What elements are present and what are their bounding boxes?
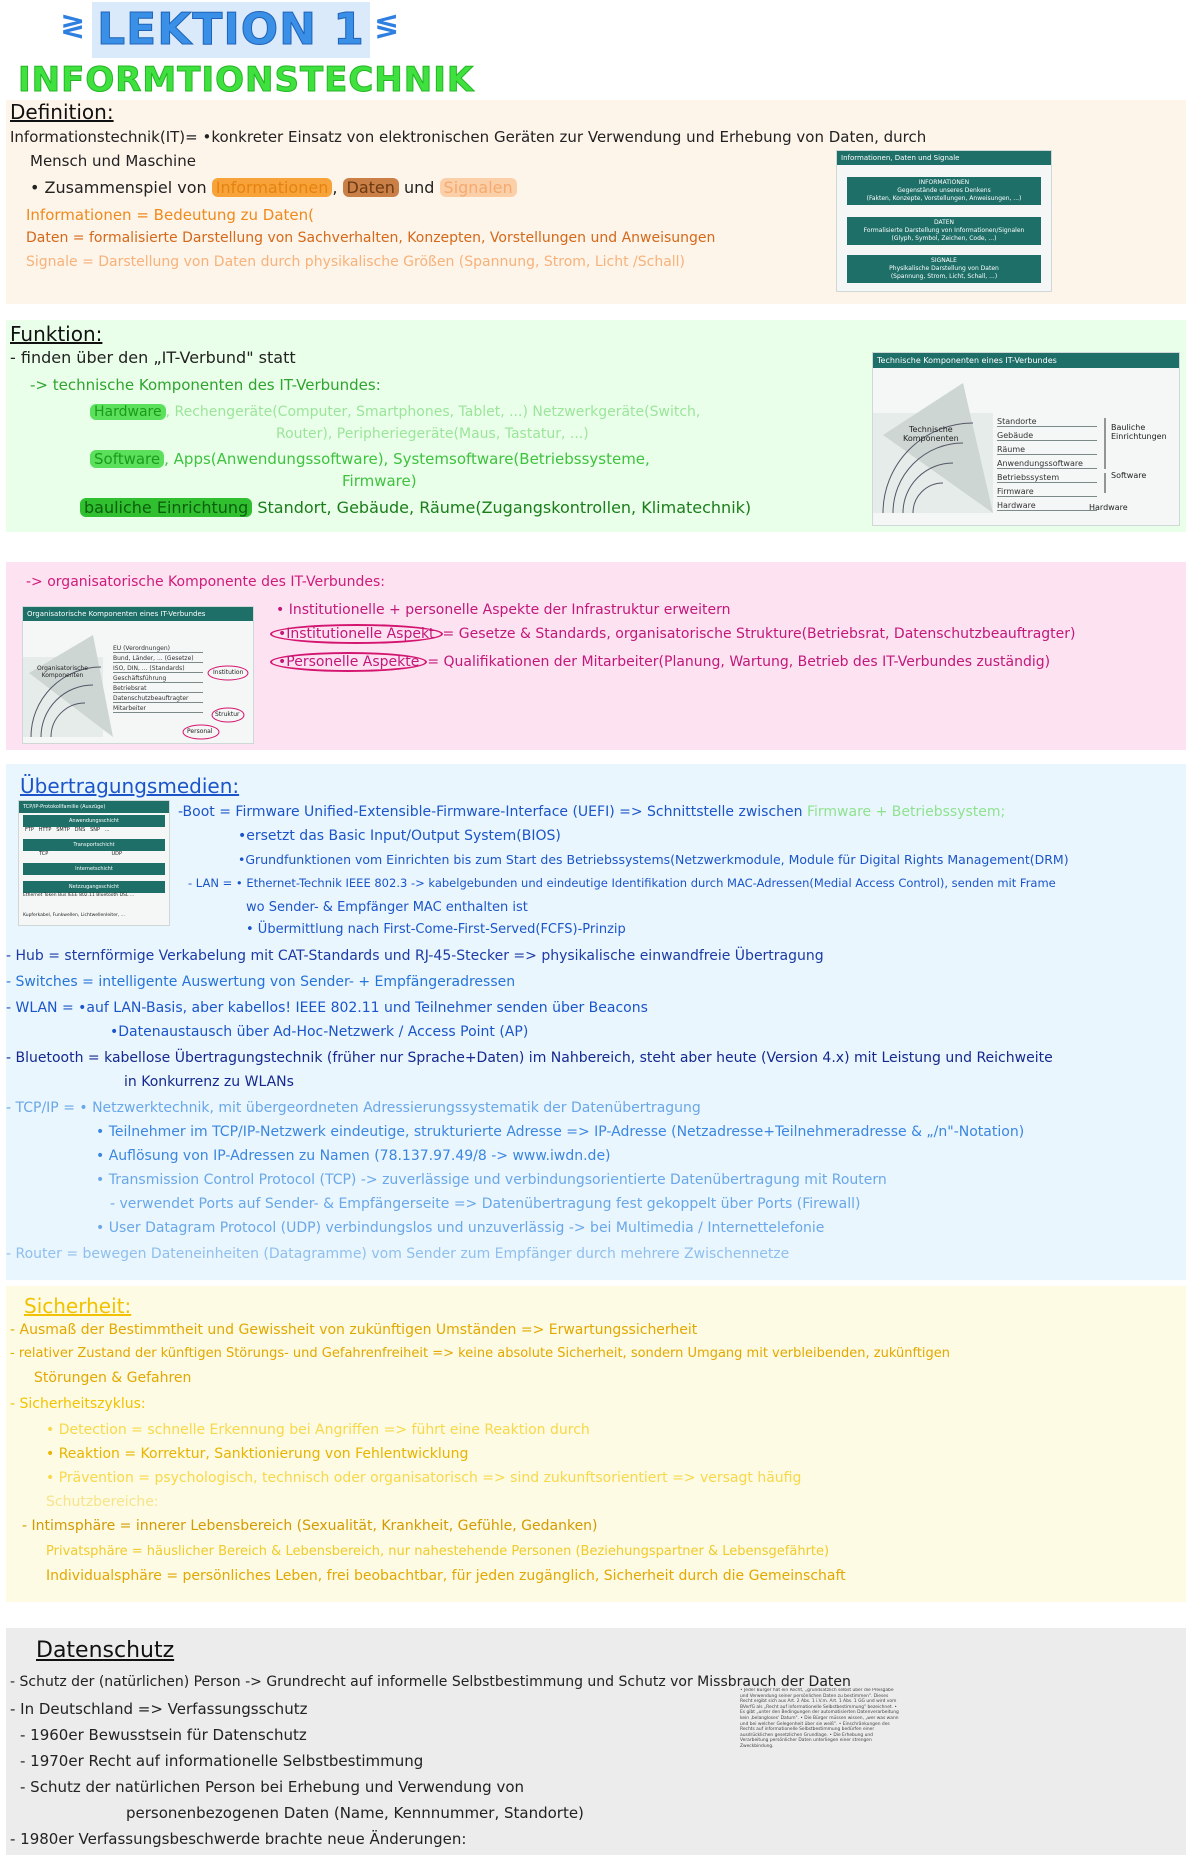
term-informationen: Informationen: [212, 178, 333, 197]
org-row-mitarbeiter: Mitarbeiter: [113, 705, 203, 713]
security-line-10: Privatsphäre = häuslicher Bereich & Lebensbereich, nur nahestehende Personen (Beziehungspartner & Lebensgefährte): [46, 1544, 830, 1559]
lesson-title: LEKTION 1: [97, 4, 365, 55]
boot-text-1b: Firmware + Betriebssystem;: [806, 804, 1006, 820]
function-heading: Funktion:: [10, 322, 103, 346]
hardware-text: , Rechengeräte(Computer, Smartphones, Tablet, ...) Netzwerkgeräte(Switch,: [165, 404, 701, 420]
tech-row-anwendungssoftware: Anwendungssoftware: [997, 459, 1097, 469]
lan-line-2: wo Sender- & Empfänger MAC enthalten ist: [246, 900, 528, 915]
figure-title: Informationen, Daten und Signale: [837, 151, 1051, 165]
tech-row-firmware: Firmware: [997, 487, 1097, 497]
org-row-eu: EU (Verordnungen): [113, 645, 203, 653]
org-row-geschaeftsfuehrung: Geschäftsführung: [113, 675, 203, 683]
tech-group-bauliche: Bauliche Einrichtungen: [1111, 423, 1167, 441]
hardware-label: Hardware: [90, 404, 166, 420]
tcpip-line-5: - verwendet Ports auf Sender- & Empfängerseite => Datenübertragung fest gekoppelt über Ports (Firewall): [110, 1196, 861, 1212]
tcpip-line-2: • Teilnehmer im TCP/IP-Netzwerk eindeutige, strukturierte Adresse => IP-Adresse (Netzadresse+Teilnehmeradresse & „/n"-Notation): [96, 1124, 1025, 1140]
lan-line-3: • Übermittlung nach First-Come-First-Served(FCFS)-Prinzip: [246, 922, 626, 937]
term-signale: Signalen: [440, 178, 517, 197]
org-row-betriebsrat: Betriebsrat: [113, 685, 203, 693]
tcpip-note: Kupferkabel, Funkwellen, Lichtwellenleiter, ...: [23, 913, 125, 918]
personelle-text: = Qualifikationen der Mitarbeiter(Planung, Wartung, Betrieb des IT-Verbundes zuständig): [427, 654, 1051, 670]
security-line-5: • Detection = schnelle Erkennung bei Angriffen => führt eine Reaktion durch: [46, 1422, 590, 1438]
software-text: , Apps(Anwendungssoftware), Systemsoftware(Betriebssysteme,: [164, 450, 650, 468]
bauliche-text: Standort, Gebäude, Räume(Zugangskontrollen, Klimatechnik): [257, 498, 752, 517]
cell-snp: SNP: [90, 827, 101, 833]
tcpip-line-3: • Auflösung von IP-Adressen zu Namen (78.137.97.49/8 -> www.iwdn.de): [96, 1148, 611, 1164]
org-row-bund: Bund, Länder, ... (Gesetze): [113, 655, 203, 663]
org-row-datenschutz: Datenschutzbeauftragter: [113, 695, 203, 703]
dataprotection-line-1: - Schutz der (natürlichen) Person -> Grundrecht auf informelle Selbstbestimmung und Schutz vor Missbrauch der Daten: [10, 1674, 851, 1690]
personelle-label: •Personelle Aspekte: [270, 652, 427, 672]
tcpip-line-1: - TCP/IP = • Netzwerktechnik, mit übergeordneten Adressierungssystematik der Datenübertragung: [6, 1100, 701, 1116]
dataprotection-line-2: - In Deutschland => Verfassungsschutz: [10, 1700, 308, 1718]
security-line-4: - Sicherheitszyklus:: [10, 1396, 146, 1412]
tcpip-figure-title: TCP/IP-Protokollfamilie (Auszüge): [19, 801, 169, 813]
definition-bullet: • Zusammenspiel von Informationen , Daten und Signalen: [30, 178, 517, 197]
bauliche-line: [80, 498, 751, 517]
dataprotection-line-4: - 1970er Recht auf informationelle Selbstbestimmung: [20, 1752, 424, 1770]
router-line: - Router = bewegen Dateneinheiten (Datagramme) vom Sender zum Empfänger durch mehrere Zwischennetze: [6, 1246, 790, 1262]
security-line-3: Störungen & Gefahren: [34, 1370, 192, 1386]
tcpip-line-6: • User Datagram Protocol (UDP) verbindungslos und unzuverlässig -> bei Multimedia / Internettelefonie: [96, 1220, 825, 1236]
software-label: Software: [90, 450, 164, 468]
tcpip-layer-app: Anwendungsschicht: [23, 815, 165, 827]
org-tag-institution: Institution: [213, 669, 244, 676]
dataprotection-note: • Jeder Bürger hat ein Recht, „grundsätzlich selbst über die Preisgabe und Verwendung seiner persönlichen Daten zu bestimmen". Dieses Recht ergibt sich aus Art. 2 Abs. 1 i.V.m. Art. 1 Abs. 1 GG und wird vom BVerfG als „Recht auf informationelle Selbstbestimmung" bezeichnet. • Es gibt „unter den Bedingungen der automatisierten Datenverarbeitung kein ‚belangloses' Datum". • Die Bürger müssen wissen, „wer was wann und bei welcher Gelegenheit über sie weiß". • Einschränkungen des Rechts auf informationelle Selbstbestimmung bedürfen einer ausdrücklichen gesetzlichen Grundlage. • Die Erhebung und Verarbeitung persönlicher Daten unterliegen einer strengen Zweckbindung.: [740, 1688, 899, 1749]
cell-tcp: TCP: [39, 851, 49, 857]
security-heading: Sicherheit:: [24, 1294, 132, 1318]
cell-net-more: ...: [129, 893, 135, 898]
org-bullet-3: [270, 654, 1050, 670]
tech-row-standorte: Standorte: [997, 417, 1097, 427]
transfer-heading: Übertragungsmedien:: [20, 774, 240, 798]
cell-more: ...: [104, 827, 110, 833]
bullet-prefix: • Zusammenspiel von: [30, 178, 207, 197]
lesson-title-box: [92, 2, 370, 58]
subject-title: INFORMTIONSTECHNIK: [18, 60, 475, 100]
technical-components-figure: [872, 352, 1180, 526]
dataprotection-line-7: - 1980er Verfassungsbeschwerde brachte neue Änderungen:: [10, 1830, 467, 1848]
software-line-2: Firmware): [342, 472, 417, 490]
informationen-definition: Informationen = Bedeutung zu Daten(: [26, 206, 314, 224]
security-line-8: Schutzbereiche:: [46, 1494, 159, 1510]
tcpip-line-4: • Transmission Control Protocol (TCP) -> zuverlässige und verbindungsorientierte Datenübertragung mit Routern: [96, 1172, 887, 1188]
org-tag-personal: Personal: [187, 728, 213, 735]
cell-dns: DNS: [74, 827, 86, 833]
tech-group-software: Software: [1111, 471, 1147, 480]
title-sparkle-right: ≶: [374, 8, 400, 43]
org-bullet-2: [270, 626, 1076, 642]
hardware-line-2: Router), Peripheriegeräte(Maus, Tastatur, ...): [276, 426, 589, 442]
software-line: [90, 450, 650, 468]
security-line-9: - Intimsphäre = innerer Lebensbereich (Sexualität, Krankheit, Gefühle, Gedanken): [22, 1518, 598, 1534]
boot-line-3: •Grundfunktionen vom Einrichten bis zum Start des Betriebssystems(Netzwerkmodule, Module für Digital Rights Management(DRM): [238, 852, 1069, 867]
tcpip-layer-internet: Internetschicht: [23, 863, 165, 875]
definition-section: [6, 100, 1186, 304]
tech-row-betriebssystem: Betriebssystem: [997, 473, 1097, 483]
bluetooth-line-2: in Konkurrenz zu WLANs: [124, 1074, 294, 1090]
cell-tokenbus: Token Bus: [43, 893, 67, 898]
organisational-components-figure: [22, 606, 254, 744]
org-tag-struktur: Struktur: [215, 711, 240, 718]
tech-figure-title: Technische Komponenten eines IT-Verbundes: [873, 353, 1179, 368]
dataprotection-heading: Datenschutz: [36, 1638, 175, 1663]
bauliche-label: bauliche Einrichtung: [80, 498, 252, 517]
lan-line-1: - LAN = • Ethernet-Technik IEEE 802.3 -> kabelgebunden und eindeutige Identifikation durch MAC-Adressen(Medial Access Control), senden mit Frame: [188, 876, 1056, 890]
dataprotection-line-5: - Schutz der natürlichen Person bei Erhebung und Verwendung von: [20, 1778, 525, 1796]
daten-definition: Daten = formalisierte Darstellung von Sachverhalten, Konzepten, Vorstellungen und Anweisungen: [26, 230, 716, 246]
switches-line: - Switches = intelligente Auswertung von Sender- + Empfängeradressen: [6, 974, 516, 990]
dataprotection-line-3: - 1960er Bewusstsein für Datenschutz: [20, 1726, 307, 1744]
bluetooth-line-1: - Bluetooth = kabellose Übertragungstechnik (früher nur Sprache+Daten) im Nahbereich, steht aber heute (Version 4.x) mit Leistung und Reichweite: [6, 1050, 1053, 1066]
cell-http: HTTP: [38, 827, 52, 833]
institutionelle-label: •Institutionelle Aspekt: [270, 624, 443, 644]
signale-definition: Signale = Darstellung von Daten durch physikalische Größen (Spannung, Strom, Licht /Schall): [26, 254, 686, 270]
security-line-1: - Ausmaß der Bestimmtheit und Gewissheit von zukünftigen Umständen => Erwartungssicherheit: [10, 1322, 698, 1338]
organisation-heading: -> organisatorische Komponente des IT-Verbundes:: [26, 574, 385, 590]
transfer-section: [6, 764, 1186, 1280]
org-figure-center: Organisatorische Komponenten: [37, 665, 88, 679]
wlan-line-2: •Datenaustausch über Ad-Hoc-Netzwerk / Access Point (AP): [110, 1024, 529, 1040]
figure-box-informationen: INFORMATIONEN Gegenstände unseres Denkens (Fakten, Konzepte, Vorstellungen, Anweisungen, ...): [847, 177, 1041, 205]
hub-line: - Hub = sternförmige Verkabelung mit CAT-Standards und RJ-45-Stecker => physikalische einwandfreie Übertragung: [6, 948, 824, 964]
tcpip-layer-network: Netzzugangsschicht: [23, 881, 165, 893]
tech-row-hardware: Hardware: [997, 501, 1097, 511]
tcpip-figure: [18, 800, 170, 926]
figure-box-signale: SIGNALE Physikalische Darstellung von Daten (Spannung, Strom, Licht, Schall, ...): [847, 255, 1041, 283]
tcpip-app-cells: [25, 827, 110, 833]
definition-heading: Definition:: [10, 100, 114, 124]
cell-ieee: IEEE 802.11: [67, 893, 95, 898]
tech-row-gebaeude: Gebäude: [997, 431, 1097, 441]
cell-bluetooth: Bluetooth: [96, 893, 119, 898]
function-line-1: - finden über den „IT-Verbund" statt: [10, 348, 296, 367]
wlan-line-1: - WLAN = •auf LAN-Basis, aber kabellos! IEEE 802.11 und Teilnehmer senden über Beacons: [6, 1000, 648, 1016]
dataprotection-section: [6, 1628, 1186, 1855]
institutionelle-text: = Gesetze & Standards, organisatorische Strukture(Betriebsrat, Datenschutzbeauftragter): [442, 626, 1076, 642]
tech-group-hardware: Hardware: [1089, 503, 1128, 512]
function-section: [6, 320, 1186, 532]
security-line-11: Individualsphäre = persönliches Leben, frei beobachtbar, für jeden zugänglich, Sicherheit durch die Gemeinschaft: [46, 1568, 846, 1584]
info-daten-signale-figure: [836, 150, 1052, 292]
definition-line-1: Informationstechnik(IT)= •konkreter Einsatz von elektronischen Geräten zur Verwendung und Erhebung von Daten, durch: [10, 128, 927, 146]
tcpip-layer-transport: Transportschicht: [23, 839, 165, 851]
function-line-2: -> technische Komponenten des IT-Verbundes:: [30, 376, 381, 394]
title-sparkle-left: ≷: [60, 8, 86, 43]
org-figure-title: Organisatorische Komponenten eines IT-Verbundes: [23, 607, 253, 621]
security-line-7: • Prävention = psychologisch, technisch oder organisatorisch => sind zukunftsorientiert => versagt häufig: [46, 1470, 802, 1486]
definition-line-2: Mensch und Maschine: [30, 152, 196, 170]
org-bullet-1: • Institutionelle + personelle Aspekte der Infrastruktur erweitern: [276, 602, 731, 618]
boot-line-1: [178, 804, 1005, 820]
hardware-line: [90, 404, 700, 420]
cell-ftp: FTP: [25, 827, 34, 833]
cell-udp: UDP: [111, 851, 122, 857]
figure-box-daten: DATEN Formalisierte Darstellung von Informationen/Signalen (Glyph, Symbol, Zeichen, Code, ...): [847, 217, 1041, 245]
tcpip-net-cells: [23, 893, 134, 898]
cell-ethernet: Ethernet: [23, 893, 43, 898]
security-line-2: - relativer Zustand der künftigen Störungs- und Gefahrenfreiheit => keine absolute Sicherheit, sondern Umgang mit verbleibenden, zukünftigen: [10, 1346, 951, 1361]
boot-line-2: •ersetzt das Basic Input/Output System(BIOS): [238, 828, 561, 844]
cell-dsl: DSL: [119, 893, 129, 898]
tcpip-transport-cells: [39, 851, 122, 857]
tech-row-raeume: Räume: [997, 445, 1097, 455]
term-und: und: [404, 178, 435, 197]
dataprotection-line-6: personenbezogenen Daten (Name, Kennnummer, Standorte): [126, 1804, 584, 1822]
security-section: [6, 1286, 1186, 1602]
cell-smtp: SMTP: [56, 827, 70, 833]
org-row-iso: ISO, DIN, ... (Standards): [113, 665, 203, 673]
tech-figure-center: Technische Komponenten: [903, 425, 959, 443]
organisation-section: [6, 562, 1186, 750]
boot-text-1: -Boot = Firmware Unified-Extensible-Firmware-Interface (UEFI) => Schnittstelle zwischen: [178, 804, 803, 820]
security-line-6: • Reaktion = Korrektur, Sanktionierung von Fehlentwicklung: [46, 1446, 469, 1462]
term-daten: Daten: [343, 178, 399, 197]
